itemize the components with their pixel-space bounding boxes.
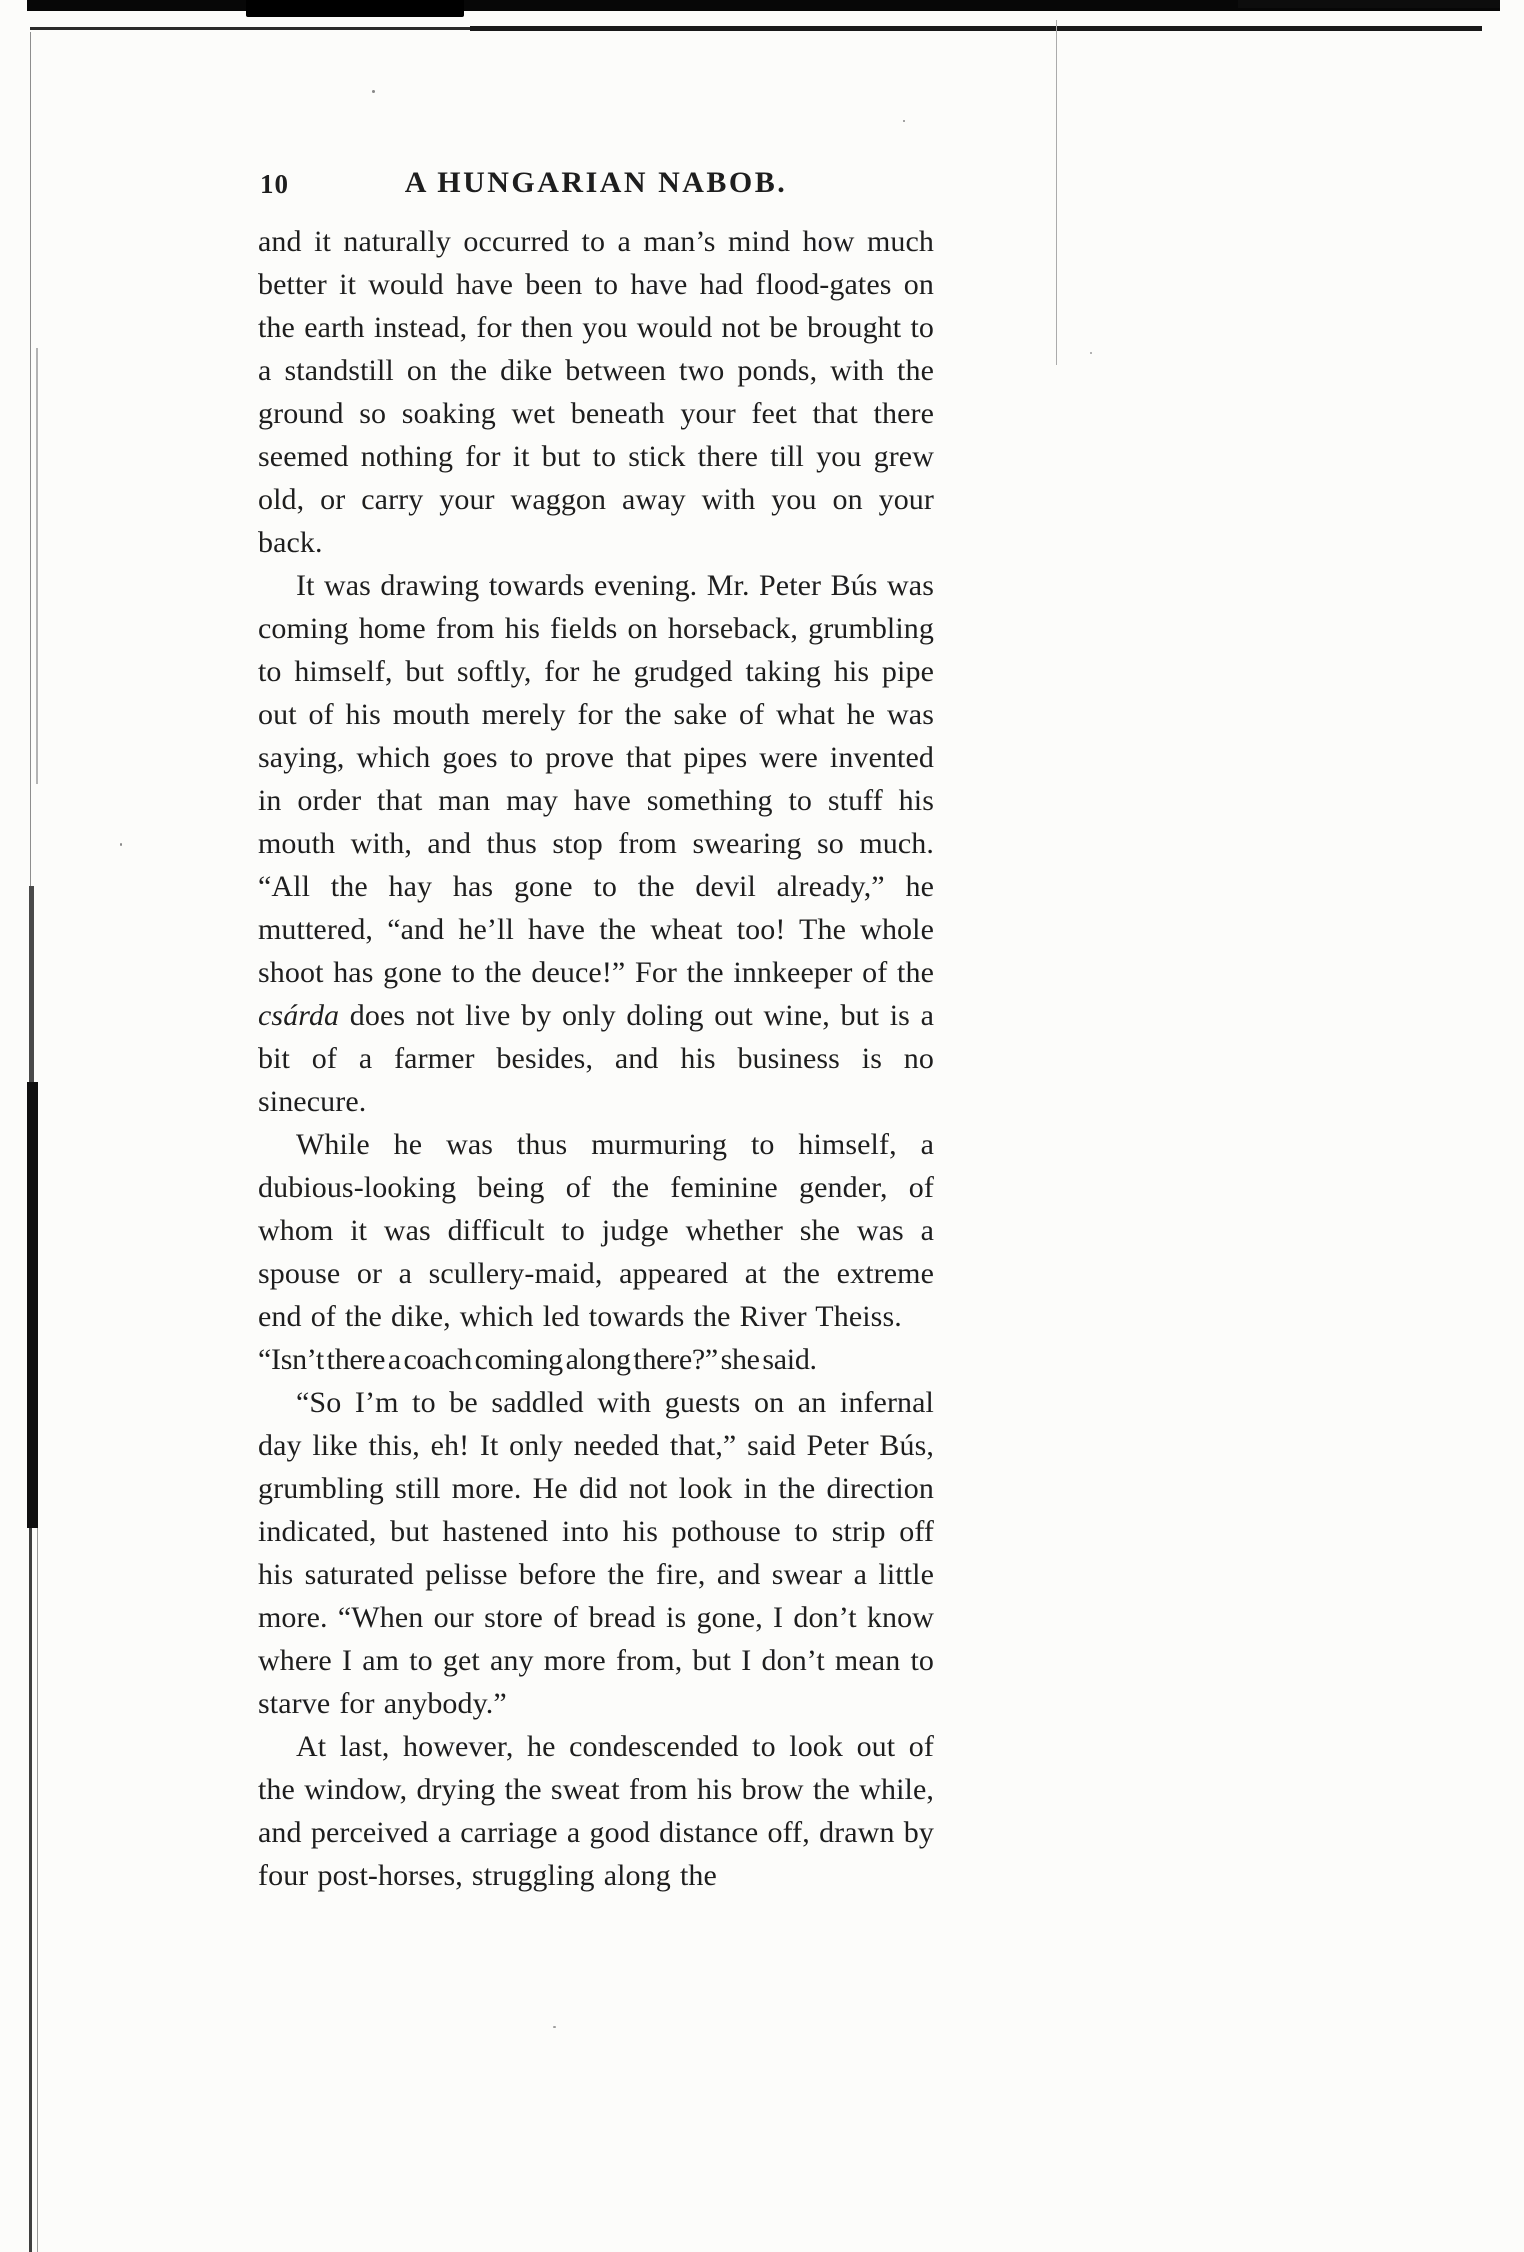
scan-artifact-top-bar-thick bbox=[246, 0, 464, 17]
scan-artifact-right-edge-line bbox=[1056, 20, 1057, 365]
text-run: It was drawing towards evening. Mr. Peter Bús was coming home from his fields on horseback, grumbling to himself, but softly, for he grudged taking his pipe out of his mouth merely for the sake of what he was saying, which goes to prove that pipes were invented in order that man may have something to stuff his mouth with, and thus stop from swearing so much. “All the hay has gone to the devil already,” he muttered, “and he’ll have the wheat too! The whole shoot has gone to the deuce!” For the innkeeper of the bbox=[258, 569, 934, 989]
paragraph bbox=[258, 1381, 934, 1725]
text-run: does not live by only doling out wine, but is a bit of a farmer besides, and his business is no sinecure. bbox=[258, 999, 934, 1118]
scan-artifact-second-line-thick bbox=[470, 26, 1482, 31]
scan-artifact-left-lower-line bbox=[29, 1528, 32, 2252]
paragraph bbox=[258, 1725, 934, 1897]
text-run: At last, however, he condescended to look out of the window, drying the sweat from his brow the while, and perceived a carriage a good distance off, drawn by four post-horses, struggling along the bbox=[258, 1730, 934, 1892]
scan-artifact-left-thick-bar bbox=[27, 1082, 38, 1528]
text-run: “So I’m to be saddled with guests on an infernal day like this, eh! It only needed that,” said Peter Bús, grumbling still more. He did not look in the direction indicated, but hastened into his pothouse to strip off his saturated pelisse before the fire, and swear a little more. “When our store of bread is gone, I don’t know where I am to get any more from, but I don’t mean to starve for anybody.” bbox=[258, 1386, 934, 1720]
scan-speck bbox=[553, 2026, 556, 2028]
paragraphs-container bbox=[258, 220, 934, 1897]
scan-artifact-left-edge-line bbox=[30, 32, 31, 890]
text-run: and it naturally occurred to a man’s mind how much better it would have been to have had flood-gates on the earth instead, for then you would not be brought to a standstill on the dike between two ponds, with the ground so soaking wet beneath your feet that there seemed nothing for it but to stick there till you grew old, or carry your waggon away with you on your back. bbox=[258, 225, 934, 559]
paragraph bbox=[258, 1123, 934, 1338]
running-title: A HUNGARIAN NABOB. bbox=[404, 166, 788, 199]
paragraph bbox=[258, 564, 934, 1123]
scan-artifact-left-lower-line-2 bbox=[37, 1528, 38, 2252]
scan-artifact-top-bar-right bbox=[1238, 0, 1500, 8]
scan-speck bbox=[1090, 352, 1092, 354]
paragraph bbox=[258, 1338, 934, 1381]
page-content bbox=[258, 162, 934, 1897]
page-header bbox=[258, 162, 934, 204]
scan-speck bbox=[120, 843, 122, 846]
text-run: While he was thus murmuring to himself, a dubious-looking being of the feminine gender, of whom it was difficult to judge whether she was a spouse or a scullery-maid, appeared at the extreme end of the dike, which led towards the River Theiss. bbox=[258, 1128, 934, 1333]
italic-text-run: csárda bbox=[258, 999, 340, 1032]
page-number: 10 bbox=[260, 169, 289, 199]
scan-speck bbox=[903, 120, 905, 122]
scan-speck bbox=[372, 90, 375, 93]
scan-artifact-left-mark bbox=[29, 886, 34, 1084]
scan-artifact-left-edge-line-2 bbox=[36, 348, 38, 784]
text-run: “Isn’t there a coach coming along there?” she said. bbox=[258, 1343, 817, 1376]
paragraph bbox=[258, 220, 934, 564]
